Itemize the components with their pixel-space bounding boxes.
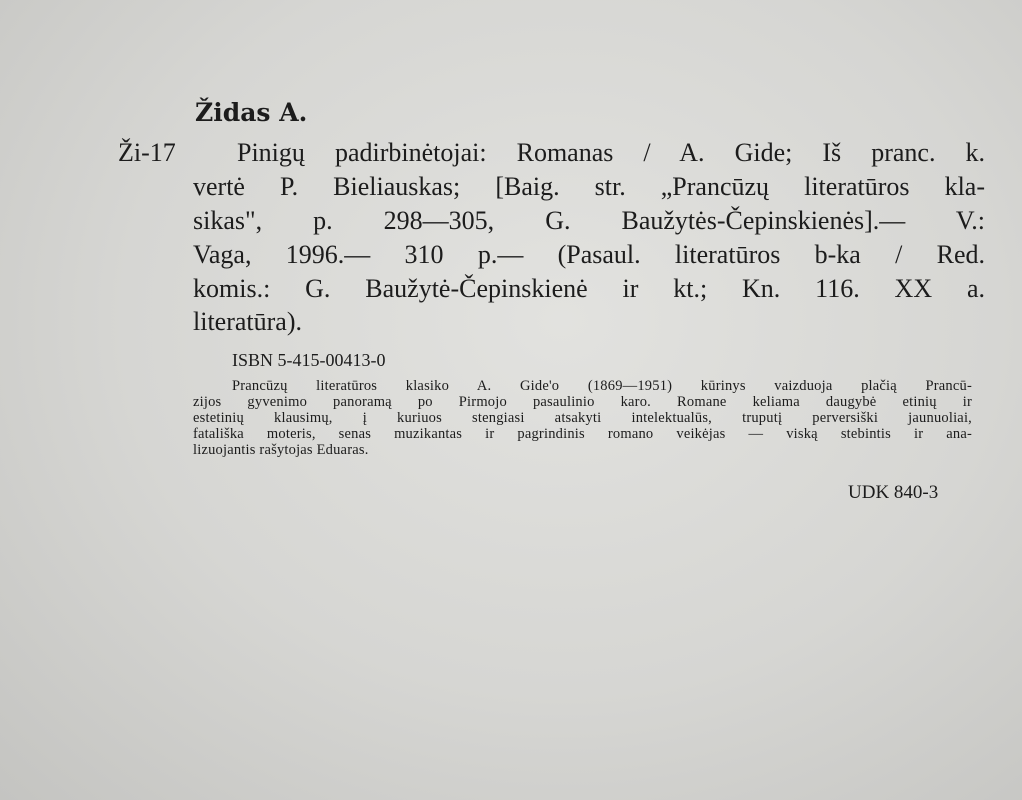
abstract-line: Prancūzų literatūros klasiko A. Gide'o (1869—1951) kūrinys vaizduoja plačią Prancū-: [232, 378, 972, 394]
isbn: ISBN 5-415-00413-0: [232, 350, 386, 370]
description-line: sikas", p. 298—305, G. Baužytės-Čepinskienės].— V.:: [193, 206, 985, 235]
description-line: vertė P. Bieliauskas; [Baig. str. „Prancūzų literatūros kla-: [193, 172, 985, 201]
abstract-line: fatališka moteris, senas muzikantas ir pagrindinis romano veikėjas — viską stebintis ir ana-: [193, 426, 972, 442]
call-number: Ži-17: [118, 138, 176, 167]
description-line: Pinigų padirbinėtojai: Romanas / A. Gide; Iš pranc. k.: [237, 138, 985, 167]
description-line: komis.: G. Baužytė-Čepinskienė ir kt.; Kn. 116. XX a.: [193, 274, 985, 303]
abstract-line: zijos gyvenimo panoramą po Pirmojo pasaulinio karo. Romane keliama daugybė etinių ir: [193, 394, 972, 410]
author-heading: Židas A.: [195, 98, 308, 127]
description-line: Vaga, 1996.— 310 p.— (Pasaul. literatūros b-ka / Red.: [193, 240, 985, 269]
description-line: literatūra).: [193, 307, 302, 336]
abstract-line: estetinių klausimų, į kuriuos stengiasi atsakyti intelektualūs, truputį perversiški jaunuoliai,: [193, 410, 972, 426]
udk-code: UDK 840-3: [848, 482, 939, 503]
abstract-line: lizuojantis rašytojas Eduaras.: [193, 442, 369, 458]
